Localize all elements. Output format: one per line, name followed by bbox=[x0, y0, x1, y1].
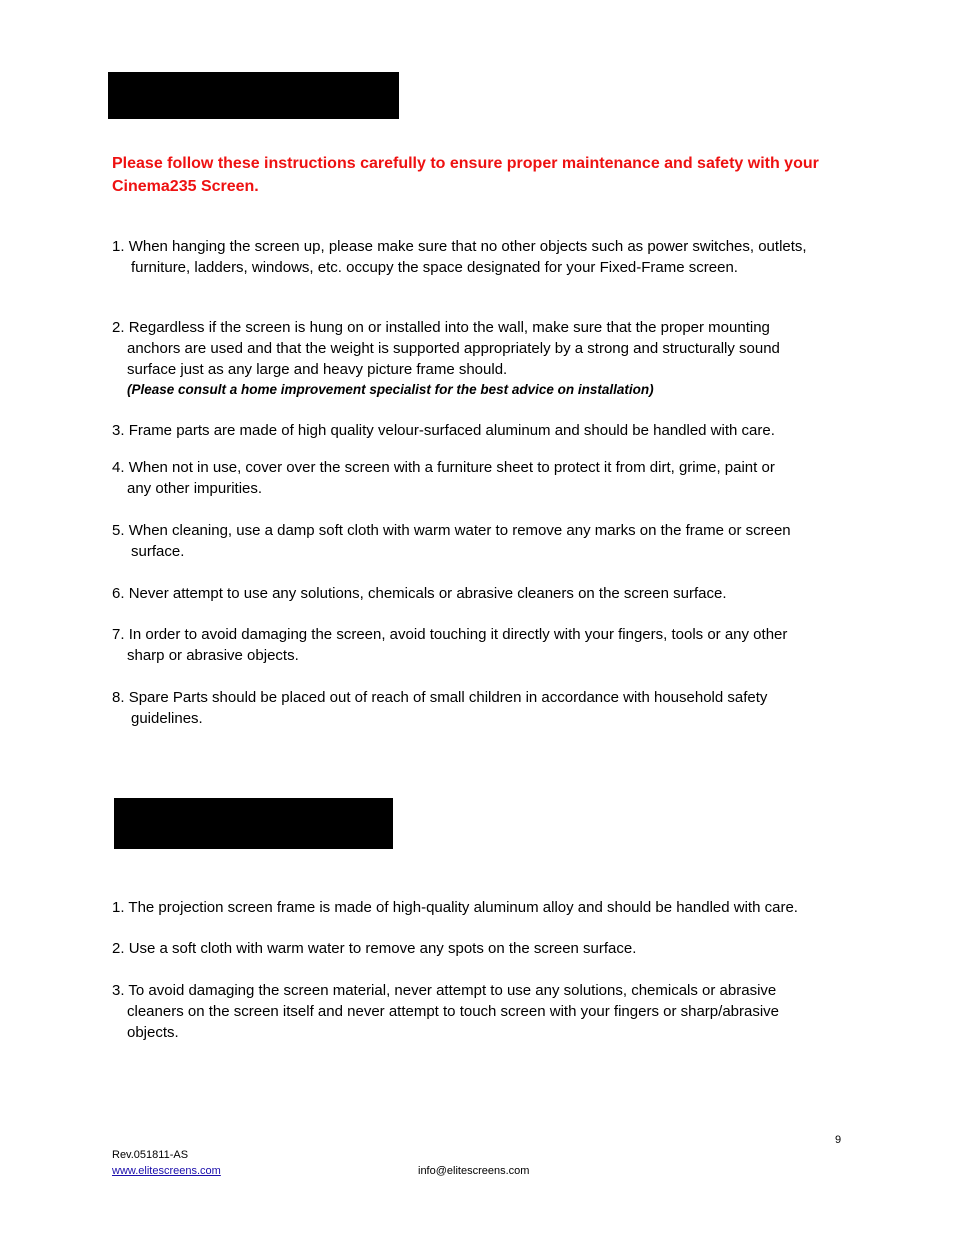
item-number: 5. bbox=[112, 522, 125, 539]
safety-item-1 bbox=[112, 236, 852, 278]
item-text-continued: guidelines. bbox=[131, 710, 203, 727]
care-item-2 bbox=[112, 938, 852, 959]
safety-item-8 bbox=[112, 687, 852, 729]
item-text-continued: surface. bbox=[131, 543, 185, 560]
safety-item-7 bbox=[112, 624, 852, 666]
item-text: Frame parts are made of high quality velour-surfaced aluminum and should be handled with care. bbox=[128, 422, 775, 439]
item-text: In order to avoid damaging the screen, avoid touching it directly with your fingers, tools or any other bbox=[128, 626, 788, 643]
section-heading-redacted-2 bbox=[114, 798, 393, 849]
item-text: To avoid damaging the screen material, never attempt to use any solutions, chemicals or abrasive bbox=[128, 982, 777, 999]
item-number: 1. bbox=[112, 899, 125, 916]
item-number: 7. bbox=[112, 626, 125, 643]
item-text: Use a soft cloth with warm water to remove any spots on the screen surface. bbox=[128, 940, 637, 957]
item-number: 2. bbox=[112, 940, 125, 957]
safety-item-6 bbox=[112, 583, 852, 604]
email-address: info@elitescreens.com bbox=[418, 1165, 530, 1177]
care-item-1 bbox=[112, 897, 852, 918]
installation-note: (Please consult a home improvement specialist for the best advice on installation) bbox=[127, 382, 654, 397]
page-number: 9 bbox=[835, 1134, 842, 1146]
care-item-3 bbox=[112, 980, 852, 1043]
item-text: When hanging the screen up, please make sure that no other objects such as power switches, outlets, bbox=[128, 238, 807, 255]
item-text-continued: cleaners on the screen itself and never attempt to touch screen with your fingers or sharp/abrasive objects. bbox=[127, 1003, 780, 1041]
safety-item-5 bbox=[112, 520, 852, 562]
item-text: When not in use, cover over the screen with a furniture sheet to protect it from dirt, grime, paint or bbox=[128, 459, 775, 476]
item-text: Spare Parts should be placed out of reach of small children in accordance with household safety bbox=[128, 689, 768, 706]
revision-code: Rev.051811-AS bbox=[112, 1149, 189, 1161]
safety-item-4 bbox=[112, 457, 852, 499]
section-heading-redacted-1 bbox=[108, 72, 399, 119]
item-text-continued: sharp or abrasive objects. bbox=[127, 647, 299, 664]
item-number: 1. bbox=[112, 238, 125, 255]
item-number: 3. bbox=[112, 982, 125, 999]
item-text: When cleaning, use a damp soft cloth with warm water to remove any marks on the frame or screen bbox=[128, 522, 791, 539]
item-number: 2. bbox=[112, 319, 125, 336]
warning-text: Please follow these instructions carefully to ensure proper maintenance and safety with your Cinema235 Screen. bbox=[112, 155, 819, 195]
item-text: Regardless if the screen is hung on or installed into the wall, make sure that the proper mounting bbox=[128, 319, 770, 336]
safety-item-3 bbox=[112, 420, 852, 441]
item-text: Never attempt to use any solutions, chemicals or abrasive cleaners on the screen surface. bbox=[128, 585, 727, 602]
item-number: 8. bbox=[112, 689, 125, 706]
item-number: 4. bbox=[112, 459, 125, 476]
item-text-continued: any other impurities. bbox=[127, 480, 263, 497]
safety-item-2 bbox=[112, 317, 852, 399]
item-text-continued: anchors are used and that the weight is supported appropriately by a strong and structurally sound surface just as any large and heavy picture frame should. bbox=[127, 340, 780, 378]
item-text-continued: furniture, ladders, windows, etc. occupy the space designated for your Fixed-Frame screen. bbox=[131, 259, 738, 276]
item-number: 3. bbox=[112, 422, 125, 439]
item-text: The projection screen frame is made of high-quality aluminum alloy and should be handled with care. bbox=[128, 899, 798, 916]
website-link[interactable]: www.elitescreens.com bbox=[112, 1165, 221, 1177]
item-number: 6. bbox=[112, 585, 125, 602]
